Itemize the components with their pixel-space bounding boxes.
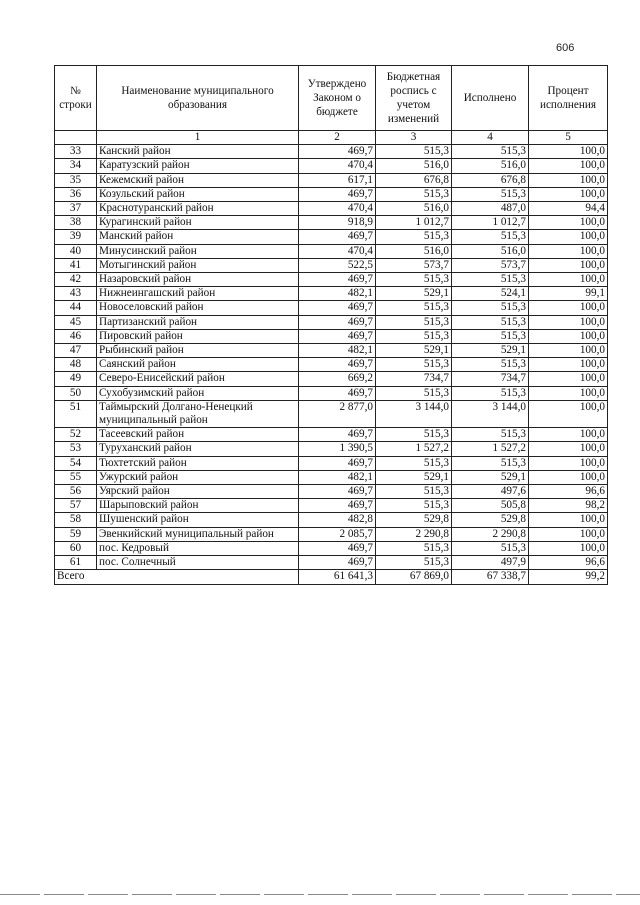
budget-schedule-cell: 515,3 — [376, 541, 452, 555]
approved-cell: 469,7 — [299, 428, 376, 442]
row-number-cell: 57 — [55, 499, 97, 513]
budget-schedule-cell: 515,3 — [376, 273, 452, 287]
row-number-cell: 53 — [55, 442, 97, 456]
table-row — [55, 273, 608, 287]
municipality-name-cell: Минусинский район — [97, 244, 299, 258]
execution-percent-cell: 100,0 — [529, 428, 608, 442]
budget-schedule-cell: 734,7 — [376, 372, 452, 386]
table-row — [55, 485, 608, 499]
header-row-number: № строки — [55, 66, 97, 131]
approved-cell: 469,7 — [299, 456, 376, 470]
execution-percent-cell: 100,0 — [529, 145, 608, 159]
approved-cell: 469,7 — [299, 230, 376, 244]
table-row — [55, 187, 608, 201]
row-number-cell: 42 — [55, 273, 97, 287]
executed-cell: 497,9 — [452, 556, 529, 570]
municipality-name-cell: Канский район — [97, 145, 299, 159]
execution-percent-cell: 100,0 — [529, 386, 608, 400]
page-number: 606 — [556, 42, 575, 54]
column-index: 1 — [97, 131, 299, 145]
table-row — [55, 372, 608, 386]
column-index-row — [55, 131, 608, 145]
execution-percent-cell: 100,0 — [529, 358, 608, 372]
executed-cell: 515,3 — [452, 329, 529, 343]
approved-cell: 469,7 — [299, 273, 376, 287]
municipality-name-cell: Тюхтетский район — [97, 456, 299, 470]
budget-schedule-cell: 515,3 — [376, 386, 452, 400]
row-number-cell: 43 — [55, 287, 97, 301]
row-number-cell: 33 — [55, 145, 97, 159]
municipality-name-cell: Назаровский район — [97, 273, 299, 287]
approved-cell: 469,7 — [299, 329, 376, 343]
row-number-cell: 37 — [55, 202, 97, 216]
approved-cell: 469,7 — [299, 315, 376, 329]
approved-cell: 617,1 — [299, 173, 376, 187]
column-index: 5 — [529, 131, 608, 145]
approved-cell: 522,5 — [299, 258, 376, 272]
executed-cell: 1 527,2 — [452, 442, 529, 456]
municipality-name-cell: Кежемский район — [97, 173, 299, 187]
total-label: Всего — [55, 570, 299, 584]
approved-cell: 469,7 — [299, 301, 376, 315]
approved-cell: 482,8 — [299, 513, 376, 527]
row-number-cell: 58 — [55, 513, 97, 527]
row-number-cell: 41 — [55, 258, 97, 272]
executed-cell: 515,3 — [452, 428, 529, 442]
table-row — [55, 230, 608, 244]
approved-cell: 469,7 — [299, 187, 376, 201]
municipality-name-cell: Шушенский район — [97, 513, 299, 527]
execution-percent-cell: 100,0 — [529, 230, 608, 244]
executed-cell: 3 144,0 — [452, 400, 529, 427]
executed-cell: 515,3 — [452, 301, 529, 315]
executed-cell: 487,0 — [452, 202, 529, 216]
table-row — [55, 470, 608, 484]
executed-cell: 573,7 — [452, 258, 529, 272]
municipality-name-cell: Ужурский район — [97, 470, 299, 484]
execution-percent-cell: 100,0 — [529, 159, 608, 173]
row-number-cell: 54 — [55, 456, 97, 470]
executed-cell: 516,0 — [452, 244, 529, 258]
approved-cell: 482,1 — [299, 287, 376, 301]
municipality-name-cell: Туруханский район — [97, 442, 299, 456]
approved-cell: 1 390,5 — [299, 442, 376, 456]
execution-percent-cell: 99,1 — [529, 287, 608, 301]
budget-schedule-cell: 515,3 — [376, 301, 452, 315]
budget-schedule-cell: 1 527,2 — [376, 442, 452, 456]
approved-cell: 918,9 — [299, 216, 376, 230]
municipality-name-cell: пос. Кедровый — [97, 541, 299, 555]
approved-cell: 482,1 — [299, 470, 376, 484]
executed-cell: 515,3 — [452, 541, 529, 555]
table-row — [55, 287, 608, 301]
row-number-cell: 60 — [55, 541, 97, 555]
executed-cell: 515,3 — [452, 187, 529, 201]
approved-cell: 469,7 — [299, 386, 376, 400]
budget-schedule-cell: 1 012,7 — [376, 216, 452, 230]
executed-cell: 529,8 — [452, 513, 529, 527]
table-row — [55, 513, 608, 527]
approved-cell: 469,7 — [299, 541, 376, 555]
municipality-name-cell: Сухобузимский район — [97, 386, 299, 400]
budget-schedule-cell: 515,3 — [376, 187, 452, 201]
executed-cell: 515,3 — [452, 358, 529, 372]
table-row — [55, 173, 608, 187]
executed-cell: 515,3 — [452, 386, 529, 400]
row-number-cell: 35 — [55, 173, 97, 187]
budget-schedule-cell: 529,1 — [376, 287, 452, 301]
approved-cell: 469,7 — [299, 499, 376, 513]
header-budget-schedule: Бюджетная роспись с учетом изменений — [376, 66, 452, 131]
municipality-name-cell: Пировский район — [97, 329, 299, 343]
table-row — [55, 400, 608, 427]
execution-percent-cell: 96,6 — [529, 485, 608, 499]
municipality-name-cell: Таймырский Долгано-Ненецкий муниципальный район — [97, 400, 299, 427]
row-number-cell: 47 — [55, 344, 97, 358]
header-municipality-name: Наименование муниципального образования — [97, 66, 299, 131]
header-executed: Исполнено — [452, 66, 529, 131]
municipality-name-cell: Курагинский район — [97, 216, 299, 230]
execution-percent-cell: 98,2 — [529, 499, 608, 513]
budget-schedule-cell: 516,0 — [376, 202, 452, 216]
budget-schedule-cell: 515,3 — [376, 145, 452, 159]
column-index: 4 — [452, 131, 529, 145]
budget-schedule-cell: 676,8 — [376, 173, 452, 187]
budget-schedule-cell: 3 144,0 — [376, 400, 452, 427]
approved-cell: 469,7 — [299, 145, 376, 159]
table-row — [55, 258, 608, 272]
executed-cell: 505,8 — [452, 499, 529, 513]
table-row — [55, 244, 608, 258]
table-row — [55, 541, 608, 555]
row-number-cell: 50 — [55, 386, 97, 400]
municipality-name-cell: Шарыповский район — [97, 499, 299, 513]
table-row — [55, 159, 608, 173]
budget-schedule-cell: 573,7 — [376, 258, 452, 272]
budget-schedule-cell: 515,3 — [376, 315, 452, 329]
total-budget: 67 869,0 — [376, 570, 452, 584]
execution-percent-cell: 100,0 — [529, 400, 608, 427]
execution-percent-cell: 100,0 — [529, 456, 608, 470]
approved-cell: 2 085,7 — [299, 527, 376, 541]
execution-percent-cell: 100,0 — [529, 527, 608, 541]
row-number-cell: 39 — [55, 230, 97, 244]
execution-percent-cell: 100,0 — [529, 344, 608, 358]
table-row — [55, 315, 608, 329]
municipality-name-cell: Каратузский район — [97, 159, 299, 173]
table-row — [55, 344, 608, 358]
table-row — [55, 527, 608, 541]
execution-percent-cell: 100,0 — [529, 187, 608, 201]
row-number-cell: 46 — [55, 329, 97, 343]
execution-percent-cell: 100,0 — [529, 513, 608, 527]
table-row — [55, 329, 608, 343]
municipality-name-cell: Мотыгинский район — [97, 258, 299, 272]
budget-schedule-cell: 515,3 — [376, 485, 452, 499]
row-number-cell: 34 — [55, 159, 97, 173]
row-number-cell: 49 — [55, 372, 97, 386]
page-bottom-edge — [0, 894, 640, 895]
total-percent: 99,2 — [529, 570, 608, 584]
budget-schedule-cell: 516,0 — [376, 244, 452, 258]
municipality-name-cell: Манский район — [97, 230, 299, 244]
budget-schedule-cell: 529,1 — [376, 470, 452, 484]
approved-cell: 2 877,0 — [299, 400, 376, 427]
row-number-cell: 44 — [55, 301, 97, 315]
execution-percent-cell: 100,0 — [529, 541, 608, 555]
total-row — [55, 570, 608, 584]
budget-schedule-cell: 515,3 — [376, 456, 452, 470]
table-row — [55, 456, 608, 470]
municipality-name-cell: Новоселовский район — [97, 301, 299, 315]
table-header-row — [55, 66, 608, 131]
row-number-cell: 36 — [55, 187, 97, 201]
row-number-cell: 45 — [55, 315, 97, 329]
execution-percent-cell: 100,0 — [529, 372, 608, 386]
table-row — [55, 145, 608, 159]
execution-percent-cell: 100,0 — [529, 258, 608, 272]
municipality-name-cell: Партизанский район — [97, 315, 299, 329]
budget-schedule-cell: 515,3 — [376, 329, 452, 343]
executed-cell: 516,0 — [452, 159, 529, 173]
row-number-cell: 55 — [55, 470, 97, 484]
budget-execution-table — [54, 65, 608, 585]
budget-schedule-cell: 529,1 — [376, 344, 452, 358]
row-number-cell: 61 — [55, 556, 97, 570]
table-row — [55, 301, 608, 315]
municipality-name-cell: Краснотуранский район — [97, 202, 299, 216]
municipality-name-cell: пос. Солнечный — [97, 556, 299, 570]
executed-cell: 515,3 — [452, 230, 529, 244]
row-number-cell: 51 — [55, 400, 97, 427]
column-index: 2 — [299, 131, 376, 145]
municipality-name-cell: Козульский район — [97, 187, 299, 201]
column-index-blank — [55, 131, 97, 145]
approved-cell: 470,4 — [299, 159, 376, 173]
executed-cell: 529,1 — [452, 344, 529, 358]
row-number-cell: 38 — [55, 216, 97, 230]
executed-cell: 524,1 — [452, 287, 529, 301]
budget-schedule-cell: 515,3 — [376, 230, 452, 244]
execution-percent-cell: 100,0 — [529, 301, 608, 315]
budget-schedule-cell: 515,3 — [376, 499, 452, 513]
table-row — [55, 358, 608, 372]
execution-percent-cell: 100,0 — [529, 244, 608, 258]
executed-cell: 515,3 — [452, 315, 529, 329]
table-row — [55, 556, 608, 570]
budget-schedule-cell: 515,3 — [376, 556, 452, 570]
total-executed: 67 338,7 — [452, 570, 529, 584]
budget-schedule-cell: 529,8 — [376, 513, 452, 527]
column-index: 3 — [376, 131, 452, 145]
execution-percent-cell: 100,0 — [529, 442, 608, 456]
row-number-cell: 48 — [55, 358, 97, 372]
municipality-name-cell: Эвенкийский муниципальный район — [97, 527, 299, 541]
total-approved: 61 641,3 — [299, 570, 376, 584]
approved-cell: 469,7 — [299, 358, 376, 372]
municipality-name-cell: Саянский район — [97, 358, 299, 372]
table-row — [55, 216, 608, 230]
table-body — [55, 145, 608, 570]
approved-cell: 470,4 — [299, 244, 376, 258]
approved-cell: 669,2 — [299, 372, 376, 386]
executed-cell: 515,3 — [452, 273, 529, 287]
executed-cell: 1 012,7 — [452, 216, 529, 230]
header-execution-percent: Процент исполнения — [529, 66, 608, 131]
approved-cell: 469,7 — [299, 556, 376, 570]
table-row — [55, 202, 608, 216]
row-number-cell: 56 — [55, 485, 97, 499]
approved-cell: 470,4 — [299, 202, 376, 216]
executed-cell: 529,1 — [452, 470, 529, 484]
table-row — [55, 428, 608, 442]
municipality-name-cell: Северо-Енисейский район — [97, 372, 299, 386]
row-number-cell: 40 — [55, 244, 97, 258]
execution-percent-cell: 96,6 — [529, 556, 608, 570]
executed-cell: 2 290,8 — [452, 527, 529, 541]
budget-schedule-cell: 515,3 — [376, 358, 452, 372]
municipality-name-cell: Нижнеингашский район — [97, 287, 299, 301]
table-row — [55, 442, 608, 456]
execution-percent-cell: 100,0 — [529, 329, 608, 343]
execution-percent-cell: 94,4 — [529, 202, 608, 216]
budget-schedule-cell: 515,3 — [376, 428, 452, 442]
executed-cell: 734,7 — [452, 372, 529, 386]
executed-cell: 497,6 — [452, 485, 529, 499]
municipality-name-cell: Тасеевский район — [97, 428, 299, 442]
municipality-name-cell: Уярский район — [97, 485, 299, 499]
municipality-name-cell: Рыбинский район — [97, 344, 299, 358]
execution-percent-cell: 100,0 — [529, 173, 608, 187]
executed-cell: 515,3 — [452, 456, 529, 470]
table-row — [55, 499, 608, 513]
execution-percent-cell: 100,0 — [529, 470, 608, 484]
approved-cell: 469,7 — [299, 485, 376, 499]
header-approved: Утверждено Законом о бюджете — [299, 66, 376, 131]
row-number-cell: 59 — [55, 527, 97, 541]
execution-percent-cell: 100,0 — [529, 273, 608, 287]
executed-cell: 676,8 — [452, 173, 529, 187]
budget-schedule-cell: 2 290,8 — [376, 527, 452, 541]
execution-percent-cell: 100,0 — [529, 216, 608, 230]
executed-cell: 515,3 — [452, 145, 529, 159]
budget-schedule-cell: 516,0 — [376, 159, 452, 173]
execution-percent-cell: 100,0 — [529, 315, 608, 329]
row-number-cell: 52 — [55, 428, 97, 442]
table-row — [55, 386, 608, 400]
approved-cell: 482,1 — [299, 344, 376, 358]
